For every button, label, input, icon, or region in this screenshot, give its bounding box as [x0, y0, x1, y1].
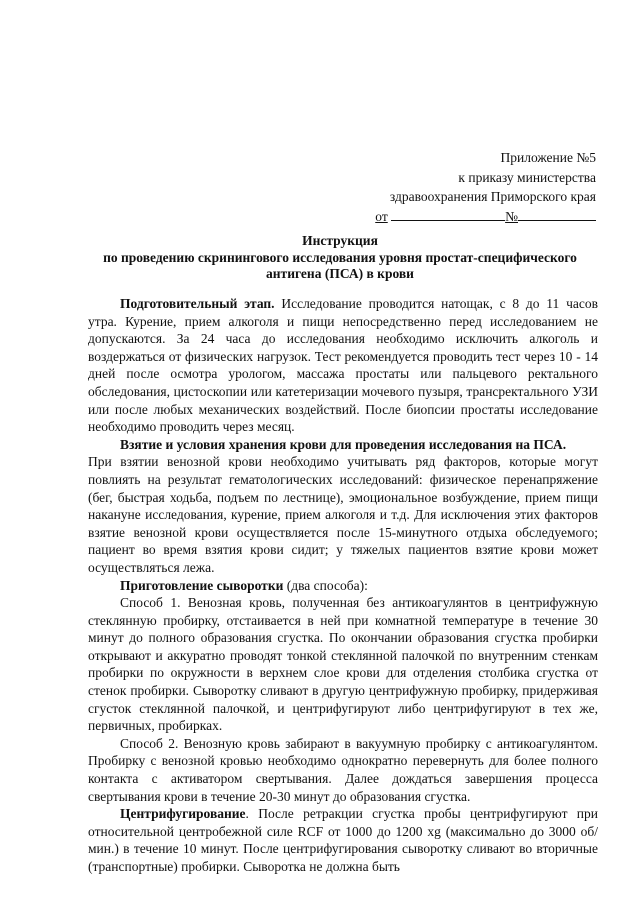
- annex-ministry: здравоохранения Приморского края: [389, 189, 596, 204]
- document-body: [88, 295, 598, 876]
- paragraph-method-1: Способ 1. Венозная кровь, полученная без антикоагулянтов в центрифужную стеклянную пробирку, отстаивается в ней при комнатной температуре в течение 30 минут до полного образования сгустка. По окончании образования сгустка пробирки открывают и аккуратно проводят тонкой стеклянной палочкой по внутренним стенкам пробирки по окружности в верхнем слое крови для отделения столбика сгустка от стенок пробирки. Сыворотку сливают в другую центрифужную пробирку, придерживая сгусток стеклянной палочкой, и центрифугируют либо центрифугируют в тех же, первичных, пробирках.: [88, 595, 598, 734]
- paragraph-blood-sampling: При взятии венозной крови необходимо учитывать ряд факторов, которые могут повлиять на результат гематологических исследований: физическое перенапряжение (бег, быстрая ходьба, подъем по лестнице), эмоциональное возбуждение, прием пищи накануне исследования, курение, прием алкоголя и т.д. Для исключения этих факторов взятие венозной крови осуществляется после 15-минутного отдыха обследуемого; пациент во время взятия крови сидит; у тяжелых пациентов взятие крови может осуществляться лежа.: [88, 454, 598, 575]
- paragraph-centrifugation: [88, 805, 598, 875]
- heading-preparation: Подготовительный этап.: [120, 296, 275, 311]
- annex-order-reference: к приказу министерства: [458, 169, 596, 185]
- date-blank: [391, 208, 505, 221]
- annex-number-sign: №: [505, 208, 518, 224]
- annex-date-line: [330, 207, 596, 227]
- paragraph-method-2: Способ 2. Венозную кровь забирают в вакуумную пробирку с антикоагулянтом. Пробирку с венозной кровью необходимо однократно перевернуть для более полного контакта с активатором свертывания. Далее дождаться завершения процесса свертывания крови в течение 20-30 минут до образования сгустка.: [88, 735, 598, 804]
- title-line-3: антигена (ПСА) в крови: [266, 266, 414, 281]
- paragraph-serum: [88, 577, 598, 595]
- text-preparation: Исследование проводится натощак, с 8 до 11 часов утра. Курение, прием алкоголя и пищи непосредственно перед исследованием не допускаются. За 24 часа до исследования необходимо исключить алкоголь и воздержаться от физических нагрузок. Тест рекомендуется проводить тест через 10 - 14 дней после осмотра урологом, массажа простаты или пальцевого ректального обследования, цистоскопии или катетеризации мочевого пузыря, трансректального УЗИ или после любых механических воздействий. После биопсии простаты исследование необходимо проводить через месяц.: [88, 296, 598, 435]
- text-centrifugation: . После ретракции сгустка пробы центрифугируют при относительной центробежной силе RCF от 1000 до 1200 xg (максимально до 3000 об/мин.) в течение 10 минут. После центрифугирования сыворотку сливают во вторичные (транспортные) пробирки. Сыворотка не должна быть: [88, 806, 598, 874]
- document-title: [80, 233, 600, 283]
- heading-serum: Приготовление сыворотки: [120, 577, 284, 593]
- heading-blood-sampling: Взятие и условия хранения крови для проведения исследования на ПСА.: [120, 436, 567, 452]
- text-serum: (два способа):: [283, 577, 368, 593]
- annex-date-from: от: [375, 208, 388, 224]
- heading-centrifugation: Центрифугирование: [120, 806, 246, 822]
- annex-header: [330, 148, 596, 226]
- paragraph-preparation: [88, 295, 598, 436]
- number-blank: [518, 208, 596, 221]
- title-line-2: по проведению скринингового исследования уровня простат-специфического: [103, 249, 577, 265]
- title-line-1: Инструкция: [302, 233, 378, 248]
- annex-number: Приложение №5: [500, 150, 596, 165]
